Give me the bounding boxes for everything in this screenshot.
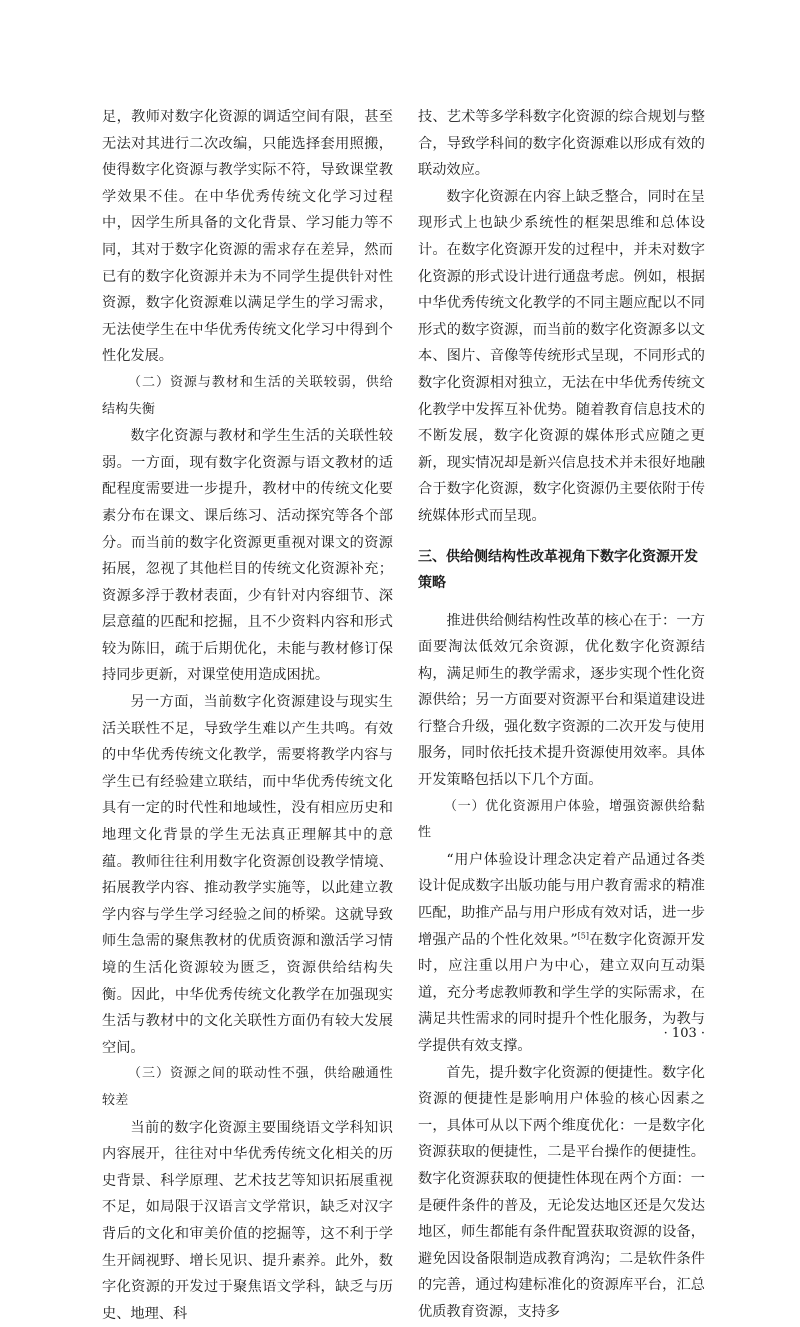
section-heading: 三、供给侧结构性改革视角下数字化资源开发策略 [418,548,698,591]
subheading-3: （三）资源之间的联动性不强，供给融通性较差 [102,1066,393,1108]
paragraph: 首先，提升数字化资源的便捷性。数字化资源的便捷性是影响用户体验的核心因素之一，具体可从以下两个维度优化：一是数字化资源获取的便捷性，二是平台操作的便捷性。数字化资源获取的便捷性体现在两个方面：一是硬件条件的普及，无论发达地区还是欠发达地区，师生都能有条件配置获取资源的设备，避免因设备限制造成教育鸿沟；二是软件条件的完善，通过构建标准化的资源库平台，汇总优质教育资源，支持多 [418,1064,705,1320]
paragraph: 另一方面，当前数字化资源建设与现实生活关联性不足，导致学生难以产生共鸣。有效的中华优秀传统文化教学，需要将教学内容与学生已有经验建立联结，而中华优秀传统文化具有一定的时代性和地域性，没有相应历史和地理文化背景的学生无法真正理解其中的意蕴。教师往往利用数字化资源创设教学情境、拓展教学内容、推动教学实施等，以此建立教学内容与学生学习经验之间的桥梁。这就导致师生急需的聚焦教材的优质资源和激活学习情境的生活化资源较为匮乏，资源供给结构失衡。因此，中华优秀传统文化教学在加强现实生活与教材中的文化关联性方面仍有较大发展空间。 [102,694,393,1056]
paragraph: 技、艺术等多学科数字化资源的综合规划与整合，导致学科间的数字化资源难以形成有效的联动效应。 [418,109,705,179]
left-column [102,104,393,1327]
subheading-1: （一）优化资源用户体验，增强资源供给黏性 [418,798,705,841]
paragraph-text: 在数字化资源开发时，应注重以用户为中心，建立双向互动渠道，充分考虑教师教和学生学的实际需求，在满足共性需求的同时提升个性化服务，为教与学提供有效支撑。 [418,931,705,1054]
paragraph: 足，教师对数字化资源的调适空间有限，甚至无法对其进行二次改编，只能选择套用照搬，使得数字化资源与教学实际不符，导致课堂教学效果不佳。在中华优秀传统文化学习过程中，因学生所具备的文化背景、学习能力等不同，其对于数字化资源的需求存在差异，然而已有的数字化资源并未为不同学生提供针对性资源，数字化资源难以满足学生的学习需求，无法使学生在中华优秀传统文化学习中得到个性化发展。 [102,109,393,365]
paragraph: 当前的数字化资源主要围绕语文学科知识内容展开，往往对中华优秀传统文化相关的历史背景、科学原理、艺术技艺等知识拓展重视不足，如局限于汉语言文学常识，缺乏对汉字背后的文化和审美价值的挖掘等，这不利于学生开阔视野、增长见识、提升素养。此外，数字化资源的开发过于聚焦语文学科，缺乏与历史、地理、科 [102,1119,393,1322]
paragraph: 数字化资源与教材和学生生活的关联性较弱。一方面，现有数字化资源与语文教材的适配程度需要进一步提升，教材中的传统文化要素分布在课文、课后练习、活动探究等各个部分。而当前的数字化资源更重视对课文的资源拓展，忽视了其他栏目的传统文化资源补充；资源多浮于教材表面，少有针对内容细节、深层意蕴的匹配和挖掘，且不少资料内容和形式较为陈旧，疏于后期优化，未能与教材修订保持同步更新，对课堂使用造成困扰。 [102,428,393,684]
paragraph: 数字化资源在内容上缺乏整合，同时在呈现形式上也缺少系统性的框架思维和总体设计。在数字化资源开发的过程中，并未对数字化资源的形式设计进行通盘考虑。例如，根据中华优秀传统文化教学的不同主题应配以不同形式的数字资源，而当前的数字化资源多以文本、图片、音像等传统形式呈现，不同形式的数字化资源相对独立，无法在中华优秀传统文化教学中发挥互补优势。随着教育信息技术的不断发展，数字化资源的媒体形式应随之更新，现实情况却是新兴信息技术并未很好地融合于数字化资源，数字化资源仍主要依附于传统媒体形式而呈现。 [418,188,705,524]
page-number: · 103 · [663,1026,705,1041]
citation-ref: [5] [577,930,589,940]
paragraph: 推进供给侧结构性改革的核心在于：一方面要淘汰低效冗余资源，优化数字化资源结构，满足师生的教学需求，逐步实现个性化资源供给；另一方面要对资源平台和渠道建设进行整合升级，强化数字资源的二次开发与使用服务，同时依托技术提升资源使用效率。具体开发策略包括以下几个方面。 [418,612,705,789]
quote-text: “用户体验设计理念决定着产品通过各类设计促成数字出版功能与用户教育需求的精准匹配，助推产品与用户形成有效对话，进一步增强产品的个性化效果。” [418,851,705,948]
right-column [418,104,705,1326]
subheading-2: （二）资源与教材和生活的关联较弱，供给结构失衡 [102,374,393,417]
